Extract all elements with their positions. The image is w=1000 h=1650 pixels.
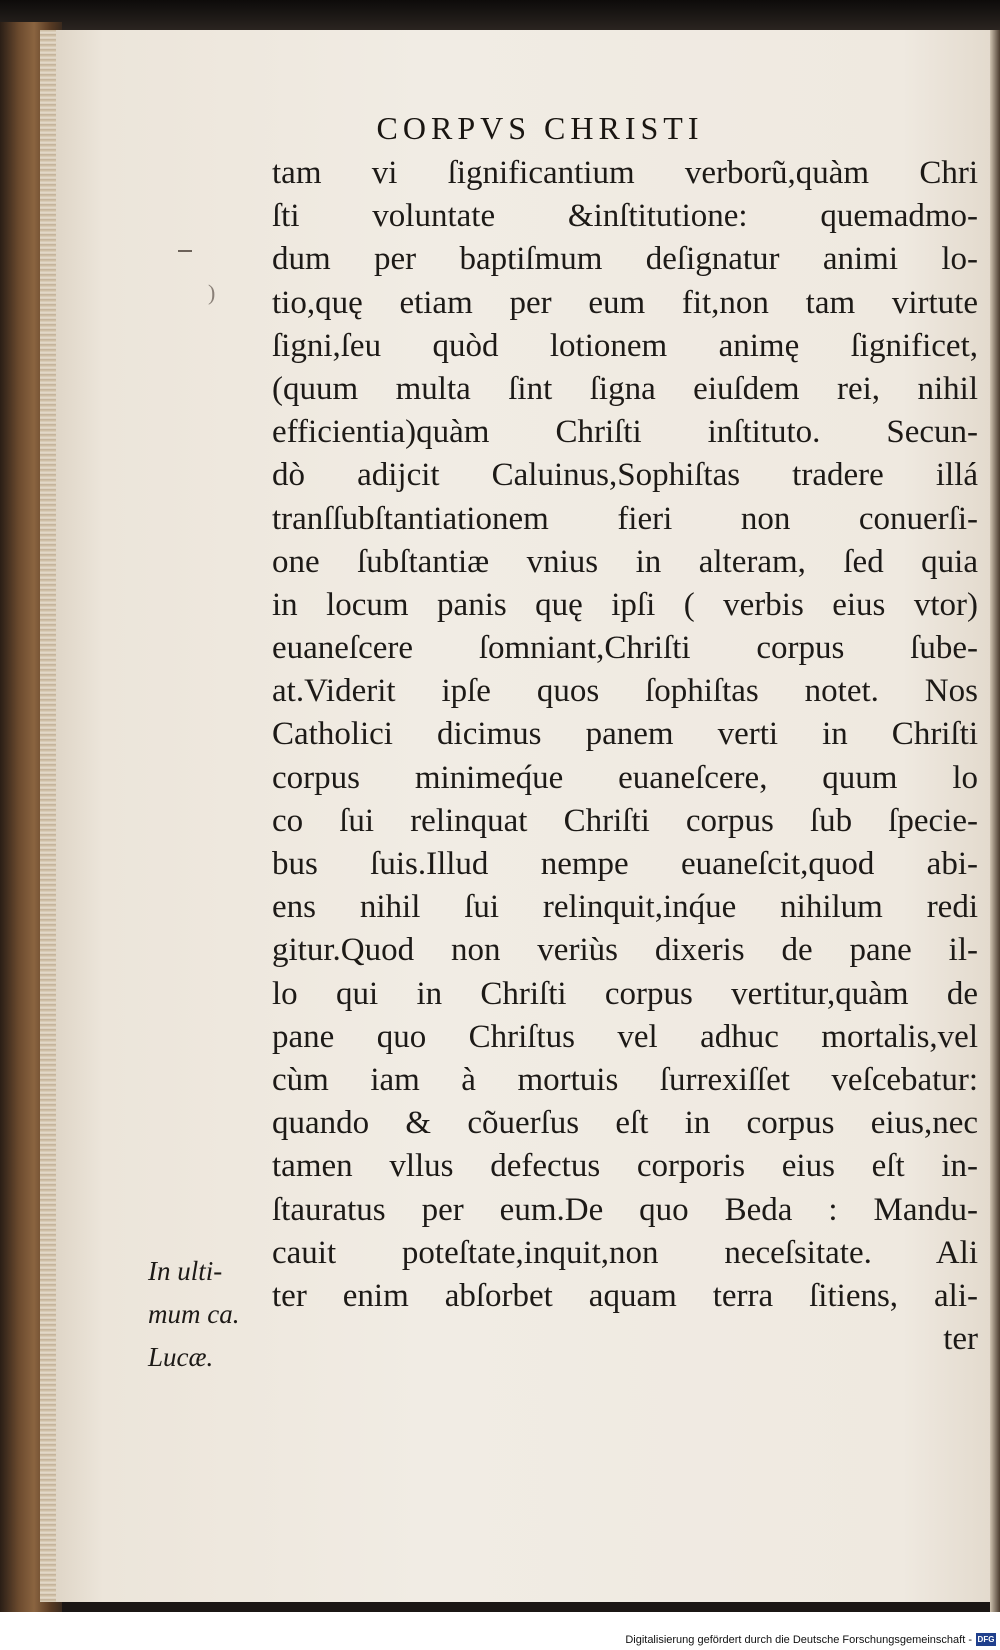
- text-line: efficientia)quàm Chriſti inſtituto. Secun-: [272, 414, 978, 451]
- page-edge: [40, 30, 56, 1602]
- text-line: cùm iam à mortuis ſurrexiſſet veſcebatur:: [272, 1061, 978, 1098]
- text-line: Catholici dicimus panem verti in Chriſti: [272, 716, 978, 753]
- text-line: one ſubſtantiæ vnius in alteram, ſed quia: [272, 543, 978, 580]
- page-right-edge: [990, 30, 1000, 1620]
- text-line: pane quo Chriſtus vel adhuc mortalis,vel: [272, 1018, 978, 1055]
- text-line: euaneſcere ſomniant,Chriſti corpus ſube-: [272, 630, 978, 667]
- margin-dash-mark: [178, 250, 192, 252]
- text-line: corpus minimeq́ue euaneſcere, quum lo: [272, 759, 978, 796]
- text-line: dum per baptiſmum deſignatur animi lo-: [272, 241, 978, 278]
- marginal-note-line: In ulti-: [148, 1256, 223, 1286]
- text-line: quando & cõuerſus eſt in corpus eius,nec: [272, 1105, 978, 1142]
- marginal-note-line: Lucæ.: [148, 1342, 214, 1373]
- text-line: ſigni,ſeu quòd lotionem animę ſignificet,: [272, 327, 978, 364]
- text-line: in locum panis quę ipſi ( verbis eius vtor): [272, 586, 978, 623]
- text-line: ſti voluntate &inſtitutione: quemadmo-: [272, 198, 978, 235]
- text-line: tio,quę etiam per eum fit,non tam virtute: [272, 284, 978, 321]
- scan-top-border: [0, 0, 1000, 30]
- marginal-note-line: mum ca.: [148, 1299, 240, 1330]
- catchword: ter: [943, 1321, 978, 1358]
- text-line: (quum multa ſint ſigna eiuſdem rei, nihil: [272, 370, 978, 407]
- text-line: tamen vllus defectus corporis eius eſt in-: [272, 1148, 978, 1185]
- running-head: CORPVS CHRISTI: [376, 110, 704, 146]
- text-line: lo qui in Chriſti corpus vertitur,quàm de: [272, 975, 978, 1012]
- dfg-logo: DFG: [977, 1635, 995, 1644]
- text-line: ter enim abſorbet aquam terra ſitiens, ali-: [272, 1277, 978, 1314]
- text-line: cauit poteſtate,inquit,non neceſsitate. Ali: [272, 1234, 978, 1271]
- text-line: tam vi ſignificantium verborũ,quàm Chri: [272, 155, 978, 191]
- text-line: at.Viderit ipſe quos ſophiſtas notet. Nos: [272, 673, 978, 710]
- text-line: ſtauratus per eum.De quo Beda : Mandu-: [272, 1191, 978, 1228]
- margin-paren-mark: ): [208, 280, 216, 305]
- funding-credit: Digitalisierung gefördert durch die Deutsche Forschungsgemeinschaft -: [625, 1634, 972, 1646]
- text-line: ens nihil ſui relinquit,inq́ue nihilum redi: [272, 889, 978, 926]
- marginal-note: [148, 1250, 278, 1380]
- body-text: [272, 152, 978, 1361]
- text-line: co ſui relinquat Chriſti corpus ſub ſpecie-: [272, 802, 978, 839]
- text-line: gitur.Quod non veriùs dixeris de pane il-: [272, 932, 978, 969]
- text-line: tranſſubſtantiationem fieri non conuerſi-: [272, 500, 978, 537]
- text-line: dò adijcit Caluinus,Sophiſtas tradere illá: [272, 457, 978, 494]
- text-line: bus ſuis.Illud nempe euaneſcit,quod abi-: [272, 846, 978, 882]
